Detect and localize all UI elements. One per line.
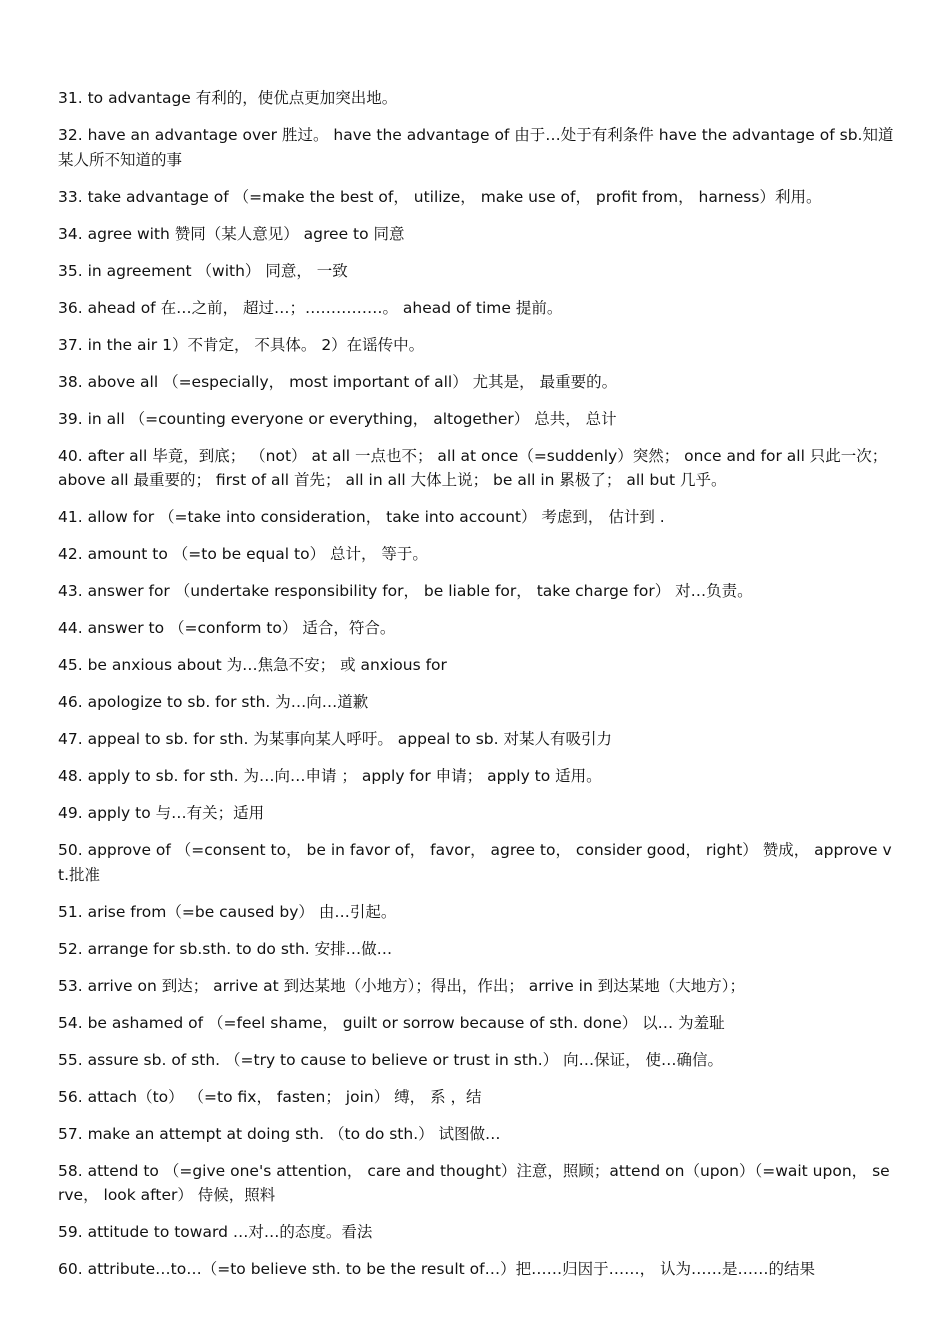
- entry-44: 44. answer to （=conform to） 适合，符合。: [58, 619, 396, 637]
- entry-46: 46. apologize to sb. for sth. 为…向…道歉: [58, 693, 369, 711]
- entry-58: 58. attend to （=give one's attention， care and thought）注意，照顾；attend on（upon）（=wait upon， serve， look after） 侍候，照料: [58, 1161, 890, 1204]
- entry-55: 55. assure sb. of sth. （=try to cause to believe or trust in sth.） 向…保证， 使…确信。: [58, 1050, 724, 1069]
- entry-36: 36. ahead of 在…之前， 超过…；……………。 ahead of time 提前。: [58, 298, 563, 317]
- entry-40: 40. after all 毕竟，到底； （not） at all 一点也不； all at once（=suddenly）突然； once and for all 只此一次； above all 最重要的； first of all 首先； all in all 大体上说； be all in 累极了； all but 几乎。: [58, 446, 888, 489]
- entry-41: 41. allow for （=take into consideration， take into account） 考虑到， 估计到 .: [58, 508, 665, 526]
- entry-32: 32. have an advantage over 胜过。 have the advantage of 由于…处于有利条件 have the advantage of sb.知道某人所不知道的事: [58, 126, 894, 169]
- entry-31: 31. to advantage 有利的，使优点更加突出地。: [58, 89, 398, 107]
- entry-59: 59. attitude to toward …对…的态度。看法: [58, 1223, 373, 1241]
- entry-43: 43. answer for （undertake responsibility for， be liable for， take charge for） 对…负责。: [58, 582, 753, 600]
- entry-49: 49. apply to 与…有关；适用: [58, 804, 265, 822]
- entry-37: 37. in the air 1）不肯定， 不具体。 2）在谣传中。: [58, 335, 425, 354]
- entry-50: 50. approve of （=consent to， be in favor of， favor， agree to， consider good， right） 赞成， approve vt.批准: [58, 841, 892, 884]
- entry-52: 52. arrange for sb.sth. to do sth. 安排…做…: [58, 939, 393, 958]
- entry-53: 53. arrive on 到达； arrive at 到达某地（小地方）；得出，作出； arrive in 到达某地（大地方）；: [58, 976, 745, 995]
- entry-34: 34. agree with 赞同（某人意见） agree to 同意: [58, 224, 405, 243]
- entry-54: 54. be ashamed of （=feel shame， guilt or sorrow because of sth. done） 以… 为羞耻: [58, 1013, 725, 1032]
- entry-57: 57. make an attempt at doing sth. （to do sth.） 试图做…: [58, 1124, 501, 1143]
- entry-33: 33. take advantage of （=make the best of， utilize， make use of， profit from， harness）利用。: [58, 187, 822, 206]
- entry-48: 48. apply to sb. for sth. 为…向…申请 ； apply for 申请； apply to 适用。: [58, 767, 602, 785]
- document-page: [58, 86, 894, 1294]
- entry-38: 38. above all （=especially， most important of all） 尤其是， 最重要的。: [58, 372, 618, 391]
- entry-56: 56. attach（to） （=to fix， fasten； join） 缚， 系 ，结: [58, 1087, 482, 1106]
- entry-39: 39. in all （=counting everyone or everything， altogether） 总共， 总计: [58, 409, 617, 428]
- entry-45: 45. be anxious about 为…焦急不安； 或 anxious for: [58, 656, 447, 674]
- entry-35: 35. in agreement （with） 同意， 一致: [58, 261, 348, 280]
- entry-51: 51. arise from（=be caused by） 由…引起。: [58, 902, 397, 921]
- entry-42: 42. amount to （=to be equal to） 总计， 等于。: [58, 545, 428, 563]
- entry-47: 47. appeal to sb. for sth. 为某事向某人呼吁。 appeal to sb. 对某人有吸引力: [58, 730, 612, 748]
- entry-60: 60. attribute…to…（=to believe sth. to be the result of…）把……归因于……， 认为……是……的结果: [58, 1260, 816, 1278]
